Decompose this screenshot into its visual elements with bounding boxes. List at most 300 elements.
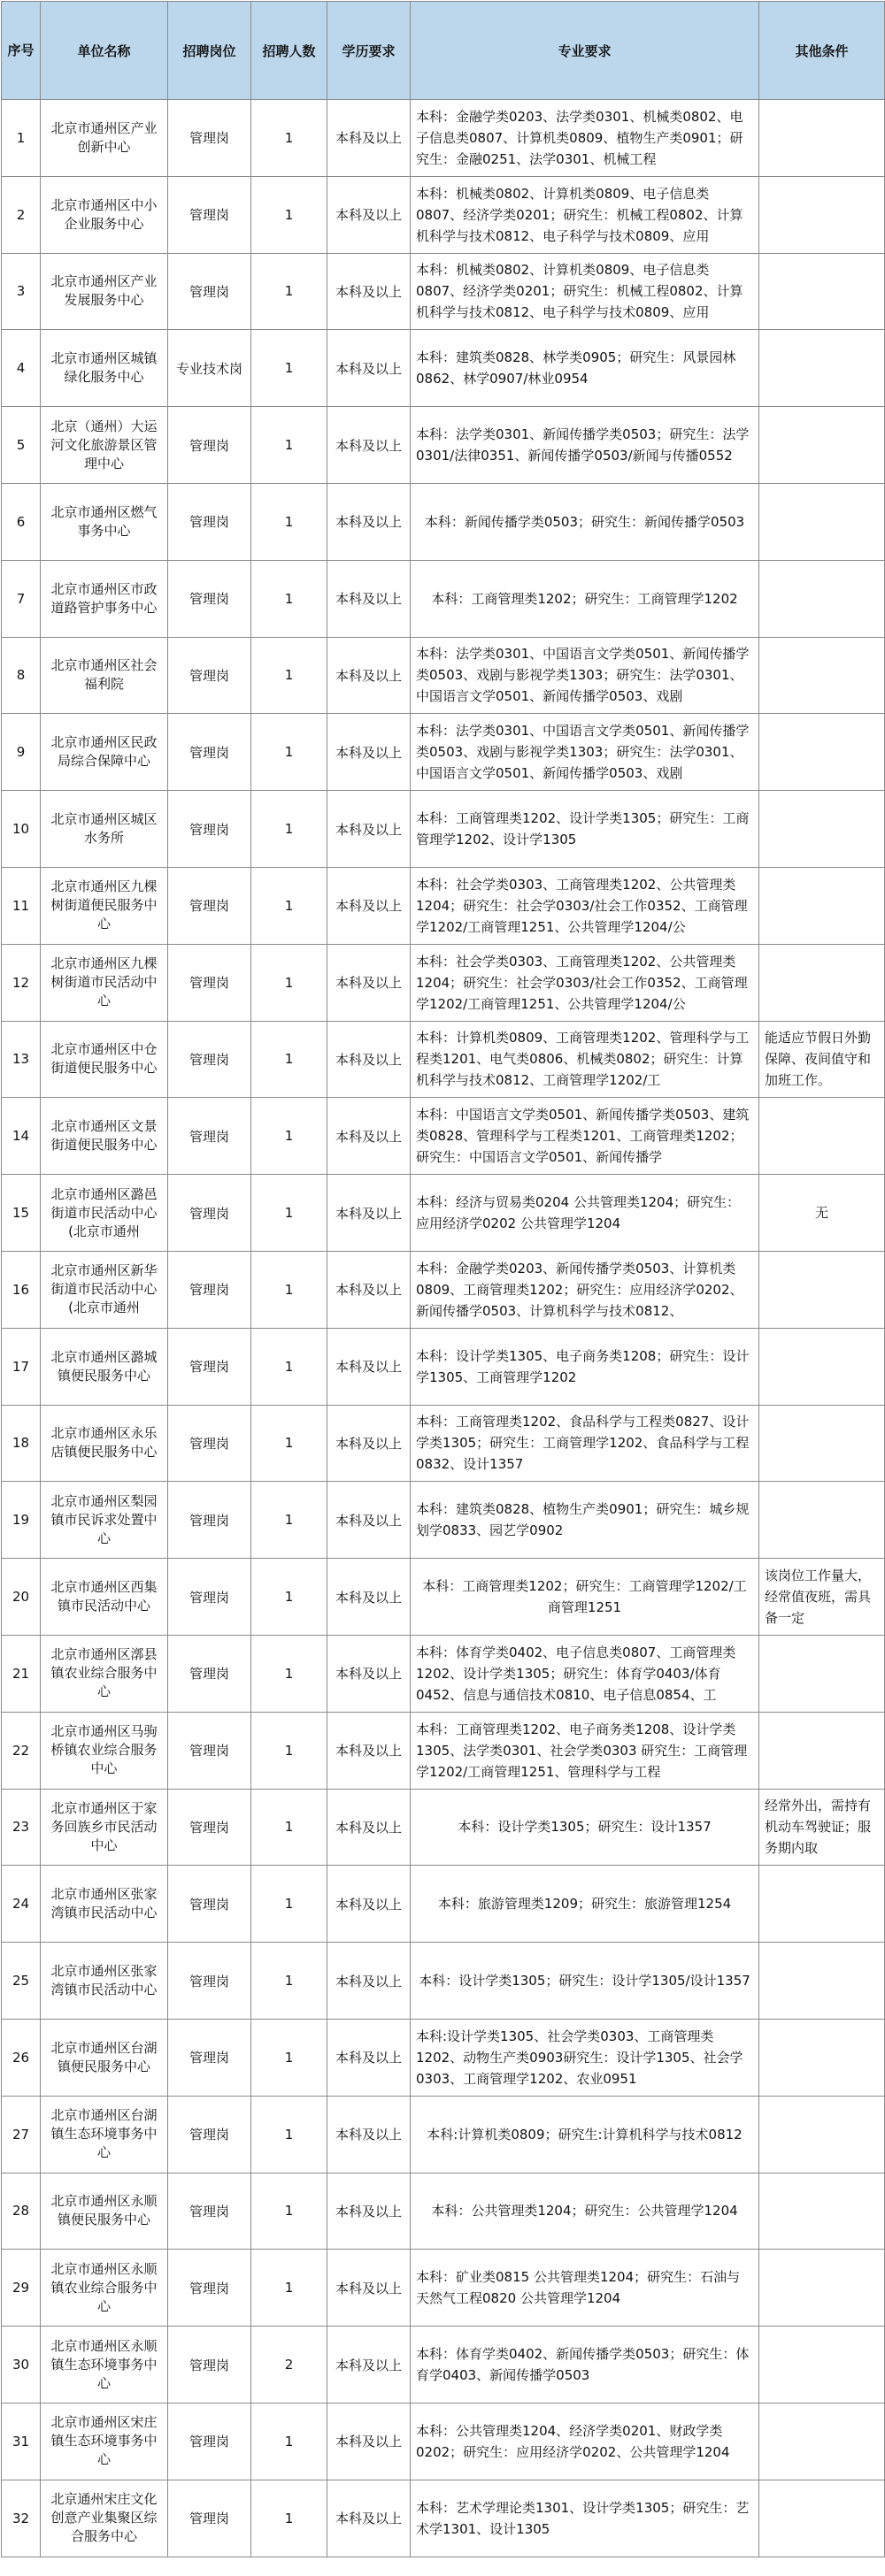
cell-count	[251, 1405, 327, 1482]
cell-unit	[41, 1635, 168, 1712]
cell-count-text: 1	[284, 1589, 294, 1606]
cell-unit	[41, 1866, 168, 1943]
cell-major	[411, 2327, 759, 2404]
cell-unit	[41, 483, 168, 560]
cell-count	[251, 2327, 327, 2404]
cell-edu	[327, 791, 411, 868]
table-row	[2, 637, 885, 714]
cell-other	[759, 1175, 885, 1252]
cell-major-text: 本科：社会学类0303、工商管理类1202、公共管理类1204；研究生：社会学0303/社会工作0352、工商管理学1202/工商管理1251、公共管理学1204/公	[416, 953, 748, 1012]
cell-edu-text: 本科及以上	[335, 1435, 402, 1452]
cell-no	[2, 176, 41, 253]
cell-no	[2, 407, 41, 484]
cell-edu-text: 本科及以上	[335, 1205, 402, 1222]
cell-unit-text: 北京市通州区社会福利院	[50, 657, 158, 693]
cell-post	[168, 1789, 251, 1866]
cell-count-text: 1	[284, 513, 294, 530]
cell-count-text: 1	[284, 1435, 294, 1452]
cell-edu-text: 本科及以上	[335, 2280, 402, 2296]
cell-edu-text: 本科及以上	[335, 975, 402, 992]
cell-unit-text: 北京市通州区城区水务所	[50, 811, 158, 847]
cell-no-text: 20	[12, 1589, 30, 1606]
cell-count	[251, 1251, 327, 1328]
cell-count	[251, 330, 327, 407]
cell-count-text: 1	[284, 2126, 294, 2143]
cell-no-text: 4	[16, 360, 26, 377]
cell-unit-text: 北京市通州区产业发展服务中心	[50, 273, 158, 309]
cell-major-text: 本科：工商管理类1202；研究生：工商管理学1202/工商管理1251	[422, 1578, 747, 1616]
cell-edu-text: 本科及以上	[335, 1819, 402, 1836]
cell-edu-text: 本科及以上	[335, 667, 402, 684]
cell-edu	[327, 1405, 411, 1482]
cell-edu-text: 本科及以上	[335, 591, 402, 608]
cell-no-text: 3	[16, 283, 26, 300]
header-count-label: 招聘人数	[262, 42, 316, 59]
cell-major-text: 本科：矿业类0815 公共管理类1204；研究生：石油与天然气工程0820 公共管理学1204	[416, 2269, 741, 2307]
cell-major-text: 本科：建筑类0828、林学类0905；研究生：风景园林0862、林学0907/林业0954	[416, 349, 736, 387]
table-row	[2, 1175, 885, 1252]
cell-post	[168, 1635, 251, 1712]
cell-unit-text: 北京市通州区永顺镇便民服务中心	[50, 2193, 158, 2228]
table-row	[2, 253, 885, 330]
cell-count	[251, 1866, 327, 1943]
cell-other	[759, 1482, 885, 1559]
cell-unit-text: 北京市通州区城镇绿化服务中心	[50, 350, 158, 386]
cell-post	[168, 330, 251, 407]
cell-post	[168, 1098, 251, 1175]
table-row	[2, 1943, 885, 2020]
cell-edu	[327, 1943, 411, 2020]
cell-post	[168, 791, 251, 868]
cell-count-text: 1	[284, 1205, 294, 1222]
cell-no-text: 5	[16, 437, 26, 454]
cell-unit	[41, 1098, 168, 1175]
cell-no	[2, 1559, 41, 1636]
cell-no	[2, 867, 41, 944]
cell-post	[168, 560, 251, 637]
cell-count	[251, 2096, 327, 2173]
cell-no-text: 17	[12, 1358, 30, 1375]
cell-other	[759, 176, 885, 253]
cell-no-text: 22	[12, 1742, 30, 1759]
cell-major	[411, 944, 759, 1021]
cell-no	[2, 2403, 41, 2480]
table-row	[2, 2250, 885, 2327]
cell-count-text: 1	[284, 1512, 294, 1529]
cell-unit	[41, 1251, 168, 1328]
cell-no	[2, 2019, 41, 2096]
cell-edu	[327, 100, 411, 177]
cell-no	[2, 1482, 41, 1559]
cell-post-text: 管理岗	[189, 1051, 229, 1068]
cell-unit	[41, 1789, 168, 1866]
cell-major	[411, 2480, 759, 2557]
cell-edu-text: 本科及以上	[335, 821, 402, 838]
cell-major-text: 本科：社会学类0303、工商管理类1202、公共管理类1204；研究生：社会学0303/社会工作0352、工商管理学1202/工商管理1251、公共管理学1204/公	[416, 876, 748, 935]
cell-edu-text: 本科及以上	[335, 1128, 402, 1145]
cell-unit-text: 北京（通州）大运河文化旅游景区管理中心	[50, 418, 158, 472]
cell-count-text: 1	[284, 974, 294, 991]
cell-unit	[41, 1559, 168, 1636]
cell-post	[168, 483, 251, 560]
cell-major	[411, 2019, 759, 2096]
cell-post	[168, 100, 251, 177]
cell-no	[2, 1021, 41, 1098]
cell-major-text: 本科：机械类0802、计算机类0809、电子信息类0807、经济学类0201；研究生：机械工程0802、计算机科学与技术0812、电子科学与技术0809、应用	[416, 262, 743, 321]
cell-major	[411, 1175, 759, 1252]
cell-post	[168, 1943, 251, 2020]
cell-count	[251, 560, 327, 637]
cell-major	[411, 867, 759, 944]
cell-other	[759, 867, 885, 944]
cell-count	[251, 867, 327, 944]
cell-edu-text: 本科及以上	[335, 207, 402, 224]
cell-post	[168, 1251, 251, 1328]
cell-edu	[327, 330, 411, 407]
cell-count-text: 1	[284, 2280, 294, 2296]
header-other	[759, 2, 885, 100]
header-edu	[327, 2, 411, 100]
cell-edu	[327, 1789, 411, 1866]
cell-count-text: 1	[284, 1819, 294, 1836]
cell-other	[759, 1559, 885, 1636]
cell-unit	[41, 867, 168, 944]
table-row	[2, 944, 885, 1021]
cell-edu	[327, 1175, 411, 1252]
cell-count	[251, 2480, 327, 2557]
table-row	[2, 1482, 885, 1559]
cell-other	[759, 253, 885, 330]
cell-no	[2, 1328, 41, 1405]
table-row	[2, 867, 885, 944]
cell-post	[168, 944, 251, 1021]
cell-post-text: 管理岗	[189, 2280, 229, 2296]
cell-no-text: 31	[12, 2433, 30, 2450]
cell-post	[168, 1021, 251, 1098]
cell-edu	[327, 2327, 411, 2404]
table-row	[2, 407, 885, 484]
cell-no-text: 1	[16, 129, 26, 146]
cell-no	[2, 1635, 41, 1712]
cell-edu	[327, 867, 411, 944]
cell-post-text: 管理岗	[189, 437, 229, 454]
table-row	[2, 1098, 885, 1175]
cell-unit	[41, 1021, 168, 1098]
cell-major-text: 本科:设计学类1305、社会学类0303、工商管理类1202、动物生产类0903研究生：设计学1305、社会学0303、工商管理学1202、农业0951	[416, 2028, 743, 2087]
cell-post-text: 管理岗	[189, 744, 229, 761]
table-row	[2, 2173, 885, 2250]
cell-post	[168, 2480, 251, 2557]
header-post	[168, 2, 251, 100]
cell-other-text: 无	[814, 1205, 828, 1222]
cell-major	[411, 407, 759, 484]
cell-other	[759, 1866, 885, 1943]
cell-count-text: 1	[284, 744, 294, 761]
cell-no-text: 6	[16, 513, 26, 530]
cell-no	[2, 483, 41, 560]
header-unit	[41, 2, 168, 100]
cell-count	[251, 1328, 327, 1405]
cell-edu-text: 本科及以上	[335, 2511, 402, 2527]
cell-unit-text: 北京市通州区张家湾镇市民活动中心	[50, 1886, 158, 1921]
cell-unit	[41, 791, 168, 868]
cell-count-text: 1	[284, 897, 294, 914]
cell-post-text: 管理岗	[189, 1896, 229, 1913]
cell-count-text: 1	[284, 360, 294, 377]
cell-major-text: 本科：经济与贸易类0204 公共管理类1204；研究生：应用经济学0202 公共管理学1204	[416, 1194, 741, 1232]
cell-edu-text: 本科及以上	[335, 130, 402, 147]
cell-major-text: 本科：金融学类0203、法学类0301、机械类0802、电子信息类0807、计算机类0809、植物生产类0901；研究生：金融0251、法学0301、机械工程	[416, 108, 743, 167]
cell-unit-text: 北京市通州区市政道路管护事务中心	[50, 580, 158, 616]
cell-edu-text: 本科及以上	[335, 744, 402, 761]
cell-major	[411, 2250, 759, 2327]
cell-unit-text: 北京市通州区永顺镇生态环境事务中心	[50, 2337, 158, 2391]
cell-count	[251, 637, 327, 714]
cell-edu-text: 本科及以上	[335, 437, 402, 454]
cell-edu-text: 本科及以上	[335, 1973, 402, 1990]
cell-no	[2, 1175, 41, 1252]
cell-major	[411, 1021, 759, 1098]
cell-post	[168, 2173, 251, 2250]
table-row	[2, 2096, 885, 2173]
cell-major	[411, 1635, 759, 1712]
header-edu-label: 学历要求	[342, 42, 396, 59]
cell-count	[251, 714, 327, 791]
cell-count	[251, 483, 327, 560]
cell-major-text: 本科：公共管理类1204、经济学类0201、财政学类0202；研究生：应用经济学0202、公共管理学1204	[416, 2422, 730, 2460]
cell-unit	[41, 100, 168, 177]
cell-major-text: 本科：工商管理类1202；研究生：工商管理学1202	[431, 590, 738, 607]
cell-no-text: 15	[12, 1205, 30, 1222]
cell-edu	[327, 560, 411, 637]
cell-count-text: 1	[284, 2049, 294, 2066]
cell-count-text: 2	[284, 2357, 294, 2373]
cell-no-text: 13	[12, 1051, 30, 1068]
table-row	[2, 1251, 885, 1328]
cell-count-text: 1	[284, 1665, 294, 1682]
cell-unit-text: 北京市通州区马驹桥镇农业综合服务中心	[50, 1723, 158, 1777]
cell-edu-text: 本科及以上	[335, 1743, 402, 1760]
cell-post-text: 管理岗	[189, 1282, 229, 1299]
cell-no-text: 24	[12, 1896, 30, 1913]
cell-other	[759, 714, 885, 791]
cell-post	[168, 407, 251, 484]
cell-other	[759, 1789, 885, 1866]
cell-other	[759, 1943, 885, 2020]
cell-major-text: 本科：工商管理类1202、电子商务类1208、设计学类1305、法学类0301、社会学类0303 研究生：工商管理学1202/工商管理1251、管理科学与工程	[416, 1721, 748, 1780]
cell-no	[2, 944, 41, 1021]
cell-post-text: 管理岗	[189, 898, 229, 915]
cell-major-text: 本科：设计学类1305、电子商务类1208；研究生：设计学1305、工商管理学1202	[416, 1347, 750, 1385]
cell-major-text: 本科：中国语言文学类0501、新闻传播学类0503、建筑类0828、管理科学与工程类1201、工商管理类1202；研究生：中国语言文学0501、新闻传播学	[416, 1107, 750, 1166]
cell-major	[411, 791, 759, 868]
cell-post	[168, 2327, 251, 2404]
cell-unit	[41, 2173, 168, 2250]
cell-unit	[41, 2327, 168, 2404]
cell-major	[411, 1098, 759, 1175]
cell-other	[759, 2327, 885, 2404]
cell-major-text: 本科：设计学类1305；研究生：设计学1305/设计1357	[419, 1973, 750, 1990]
cell-post-text: 管理岗	[189, 207, 229, 224]
header-count	[251, 2, 327, 100]
cell-count-text: 1	[284, 1281, 294, 1298]
table-row	[2, 1789, 885, 1866]
cell-other	[759, 2403, 885, 2480]
cell-edu	[327, 1712, 411, 1789]
cell-no-text: 11	[12, 897, 30, 914]
cell-other	[759, 1712, 885, 1789]
table-row	[2, 2403, 885, 2480]
table-row	[2, 1559, 885, 1636]
cell-post-text: 管理岗	[189, 1589, 229, 1606]
cell-unit	[41, 1943, 168, 2020]
cell-post	[168, 1175, 251, 1252]
cell-other	[759, 2480, 885, 2557]
cell-count	[251, 1943, 327, 2020]
cell-other	[759, 2250, 885, 2327]
cell-edu-text: 本科及以上	[335, 2434, 402, 2450]
table-row	[2, 176, 885, 253]
cell-edu	[327, 637, 411, 714]
cell-other	[759, 2096, 885, 2173]
cell-no	[2, 1098, 41, 1175]
cell-other	[759, 2019, 885, 2096]
table-body	[2, 100, 885, 2557]
recruitment-table	[1, 1, 885, 2557]
header-major-label: 专业要求	[558, 42, 612, 59]
cell-count	[251, 407, 327, 484]
cell-count	[251, 1712, 327, 1789]
cell-no-text: 19	[12, 1512, 30, 1529]
cell-edu-text: 本科及以上	[335, 898, 402, 915]
cell-major-text: 本科:计算机类0809；研究生:计算机科学与技术0812	[427, 2126, 743, 2143]
cell-major	[411, 2403, 759, 2480]
cell-edu-text: 本科及以上	[335, 1896, 402, 1913]
cell-edu-text: 本科及以上	[335, 360, 402, 377]
cell-unit-text: 北京市通州区永乐店镇便民服务中心	[50, 1425, 158, 1460]
cell-unit	[41, 2403, 168, 2480]
cell-major-text: 本科：机械类0802、计算机类0809、电子信息类0807、经济学类0201；研究生：机械工程0802、计算机科学与技术0812、电子科学与技术0809、应用	[416, 185, 743, 244]
cell-major	[411, 637, 759, 714]
cell-no	[2, 1789, 41, 1866]
table-row	[2, 330, 885, 407]
cell-no	[2, 714, 41, 791]
cell-post-text: 管理岗	[189, 2050, 229, 2066]
cell-no	[2, 1712, 41, 1789]
cell-no-text: 2	[16, 206, 26, 223]
cell-edu-text: 本科及以上	[335, 1589, 402, 1606]
cell-major-text: 本科：体育学类0402、新闻传播学类0503；研究生：体育学0403、新闻传播学0503	[416, 2346, 750, 2383]
cell-no-text: 25	[12, 1973, 30, 1990]
cell-no	[2, 330, 41, 407]
table-row	[2, 1405, 885, 1482]
cell-no-text: 23	[12, 1819, 30, 1836]
cell-edu	[327, 483, 411, 560]
cell-post-text: 管理岗	[189, 2127, 229, 2143]
cell-post	[168, 2403, 251, 2480]
header-no-label: 序号	[7, 42, 35, 58]
cell-other	[759, 637, 885, 714]
cell-major	[411, 253, 759, 330]
cell-post-text: 管理岗	[189, 1819, 229, 1836]
cell-unit	[41, 176, 168, 253]
cell-post-text: 管理岗	[189, 1512, 229, 1529]
cell-major	[411, 1789, 759, 1866]
cell-post	[168, 1559, 251, 1636]
cell-major-text: 本科：建筑类0828、植物生产类0901；研究生：城乡规划学0833、园艺学0902	[416, 1501, 750, 1539]
cell-unit	[41, 253, 168, 330]
cell-count-text: 1	[284, 667, 294, 684]
cell-post-text: 管理岗	[189, 1666, 229, 1683]
cell-major	[411, 1482, 759, 1559]
cell-count	[251, 944, 327, 1021]
cell-post-text: 管理岗	[189, 2357, 229, 2373]
cell-post	[168, 1405, 251, 1482]
header-major	[411, 2, 759, 100]
cell-unit-text: 北京市通州区宋庄镇生态环境事务中心	[50, 2414, 158, 2468]
cell-other-text: 能适应节假日外勤保障、夜间值守和加班工作。	[765, 1030, 872, 1089]
cell-post	[168, 2019, 251, 2096]
cell-edu	[327, 2250, 411, 2327]
cell-unit-text: 北京市通州区民政局综合保障中心	[50, 734, 158, 770]
cell-count	[251, 253, 327, 330]
cell-no	[2, 2250, 41, 2327]
cell-count	[251, 791, 327, 868]
cell-other	[759, 791, 885, 868]
cell-no	[2, 253, 41, 330]
cell-unit	[41, 2019, 168, 2096]
table-row	[2, 1712, 885, 1789]
cell-post	[168, 176, 251, 253]
cell-post-text: 管理岗	[189, 667, 229, 684]
cell-post	[168, 1328, 251, 1405]
cell-count-text: 1	[284, 821, 294, 838]
cell-other	[759, 1635, 885, 1712]
cell-edu	[327, 2480, 411, 2557]
cell-no-text: 10	[12, 821, 30, 838]
cell-major-text: 本科：体育学类0402、电子信息类0807、工商管理类1202、设计学类1305；研究生：体育学0403/体育0452、信息与通信技术0810、电子信息0854、工	[416, 1644, 736, 1703]
cell-post-text: 管理岗	[189, 1128, 229, 1145]
cell-edu-text: 本科及以上	[335, 1051, 402, 1068]
cell-unit	[41, 2250, 168, 2327]
cell-post	[168, 2096, 251, 2173]
table-row	[2, 1866, 885, 1943]
cell-major	[411, 483, 759, 560]
cell-unit	[41, 1328, 168, 1405]
cell-major	[411, 100, 759, 177]
cell-unit	[41, 637, 168, 714]
cell-post-text: 管理岗	[189, 975, 229, 992]
cell-count-text: 1	[284, 129, 294, 146]
cell-post	[168, 637, 251, 714]
cell-post-text: 管理岗	[189, 1435, 229, 1452]
cell-major	[411, 1712, 759, 1789]
cell-count	[251, 2250, 327, 2327]
cell-edu	[327, 1635, 411, 1712]
cell-no	[2, 560, 41, 637]
cell-count-text: 1	[284, 1128, 294, 1145]
cell-no-text: 16	[12, 1281, 30, 1298]
cell-unit-text: 北京市通州区文景街道便民服务中心	[50, 1118, 158, 1154]
cell-other	[759, 1098, 885, 1175]
cell-unit-text: 北京市通州区新华街道市民活动中心(北京市通州	[50, 1262, 158, 1316]
cell-no	[2, 1866, 41, 1943]
cell-no	[2, 637, 41, 714]
cell-edu-text: 本科及以上	[335, 283, 402, 300]
cell-count-text: 1	[284, 1051, 294, 1068]
cell-major	[411, 1251, 759, 1328]
cell-count	[251, 1021, 327, 1098]
